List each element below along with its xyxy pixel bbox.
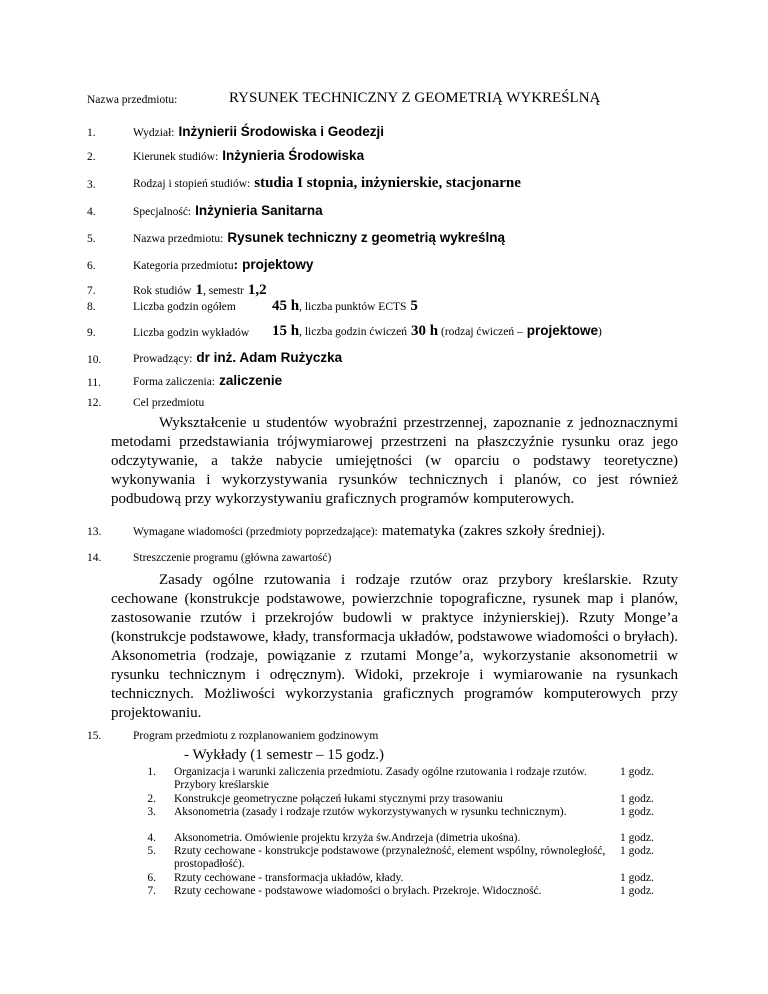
item-number: 7. xyxy=(87,285,96,297)
field-prerequisites: Wymagane wiadomości (przedmioty poprzedzające): matematyka (zakres szkoły średniej). xyxy=(133,523,606,539)
lecture-topic: Organizacja i warunki zaliczenia przedmiotu. Zasady ogólne rzutowania i rodzaje rzutów. Przybory kreślarskie xyxy=(174,766,587,791)
item-number: 14. xyxy=(87,552,102,564)
lecture-topic: Aksonometria. Omówienie projektu krzyża św.Andrzeja (dimetria ukośna). xyxy=(174,832,521,844)
field-field-of-study: Kierunek studiów: Inżynieria Środowiska xyxy=(133,148,365,163)
field-total-hours: 45 h, liczba punktów ECTS 5 xyxy=(272,298,418,314)
goal-paragraph: Wykształcenie u studentów wyobraźni przestrzennej, zapoznanie z jednoznacznymi metodami przedstawiania trójwymiarowej przestrzeni na płaszczyźnie rysunku oraz jego odczytywanie, a także nabycie umiejętności (w oparciu o podstawy teoretyczne) wykonywania i wykorzystywania rysunków technicznych i planów, co jest również podbudową przy wykorzystywaniu graficznych programów komputerowych. xyxy=(111,415,678,507)
field-lecturer: Prowadzący: dr inż. Adam Rużyczka xyxy=(133,350,343,365)
item-number: 15. xyxy=(87,730,102,742)
lecture-number: 5. xyxy=(147,845,156,857)
field-year-semester: Rok studiów 1, semestr 1,2 xyxy=(133,282,267,298)
lecture-hours: 1 godz. xyxy=(620,766,654,778)
item-number: 1. xyxy=(87,127,96,139)
lectures-heading: - Wykłady (1 semestr – 15 godz.) xyxy=(184,747,385,763)
field-faculty: Wydział: Inżynierii Środowiska i Geodezji xyxy=(133,124,385,139)
lecture-hours: 1 godz. xyxy=(620,845,654,857)
item-number: 4. xyxy=(87,206,96,218)
item-number: 11. xyxy=(87,377,101,389)
field-total-hours-label: Liczba godzin ogółem xyxy=(133,301,236,313)
item-number: 2. xyxy=(87,151,96,163)
subject-title: RYSUNEK TECHNICZNY Z GEOMETRIĄ WYKREŚLNĄ xyxy=(229,90,601,106)
lecture-number: 4. xyxy=(147,832,156,844)
lecture-number: 2. xyxy=(147,793,156,805)
field-lecture-hours-label: Liczba godzin wykładów xyxy=(133,327,250,339)
lecture-number: 3. xyxy=(147,806,156,818)
field-goal-label: Cel przedmiotu xyxy=(133,397,205,409)
item-number: 5. xyxy=(87,233,96,245)
field-specialty: Specjalność: Inżynieria Sanitarna xyxy=(133,203,323,218)
lecture-topic: Konstrukcje geometryczne połączeń łukami stycznymi przy trasowaniu xyxy=(174,793,503,805)
field-program-label: Program przedmiotu z rozplanowaniem godzinowym xyxy=(133,730,379,742)
lecture-hours: 1 godz. xyxy=(620,793,654,805)
item-number: 8. xyxy=(87,301,96,313)
lecture-number: 1. xyxy=(147,766,156,778)
field-study-type: Rodzaj i stopień studiów: studia I stopnia, inżynierskie, stacjonarne xyxy=(133,175,521,191)
lecture-topic: Aksonometria (zasady i rodzaje rzutów wykorzystywanych w rysunku technicznym). xyxy=(174,806,567,818)
lecture-topic: Rzuty cechowane - transformacja układów, kłady. xyxy=(174,872,404,884)
item-number: 9. xyxy=(87,327,96,339)
item-number: 13. xyxy=(87,526,102,538)
field-summary-label: Streszczenie programu (główna zawartość) xyxy=(133,552,332,564)
lecture-topic: Rzuty cechowane - podstawowe wiadomości o bryłach. Przekroje. Widoczność. xyxy=(174,885,542,897)
item-number: 6. xyxy=(87,260,96,272)
lecture-hours: 1 godz. xyxy=(620,872,654,884)
subject-label: Nazwa przedmiotu: xyxy=(87,94,178,106)
lecture-hours: 1 godz. xyxy=(620,885,654,897)
field-category: Kategoria przedmiotu: projektowy xyxy=(133,257,314,272)
lecture-number: 7. xyxy=(147,885,156,897)
item-number: 12. xyxy=(87,397,102,409)
lecture-topic: Rzuty cechowane - konstrukcje podstawowe (przynależność, element wspólny, równoległość, prostopadłość). xyxy=(174,845,606,870)
summary-paragraph: Zasady ogólne rzutowania i rodzaje rzutów oraz przybory kreślarskie. Rzuty cechowane (konstrukcje podstawowe, powierzchnie topograficzne, rysunek map i planów, zastosowanie rzutów i przekrojów budowli w praktyce inżynierskiej). Rzuty Monge’a (konstrukcje podstawowe, kłady, transformacja układów, podstawowe wiadomości o bryłach). Aksonometria (rodzaje, powiązanie z rzutami Monge’a, wykorzystanie aksonometrii w rysunku technicznym i odręcznym). Widoki, przekroje i wymiarowanie na rysunkach technicznych. Możliwości wykorzystania graficznych programów komputerowych przy projektowaniu. xyxy=(111,572,678,721)
item-number: 10. xyxy=(87,354,102,366)
field-assessment: Forma zaliczenia: zaliczenie xyxy=(133,373,283,388)
lecture-hours: 1 godz. xyxy=(620,806,654,818)
lecture-hours: 1 godz. xyxy=(620,832,654,844)
item-number: 3. xyxy=(87,179,96,191)
lecture-number: 6. xyxy=(147,872,156,884)
field-subject-name: Nazwa przedmiotu: Rysunek techniczny z geometrią wykreślną xyxy=(133,230,505,245)
field-lecture-hours: 15 h, liczba godzin ćwiczeń 30 h (rodzaj ćwiczeń – projektowe) xyxy=(272,323,602,339)
